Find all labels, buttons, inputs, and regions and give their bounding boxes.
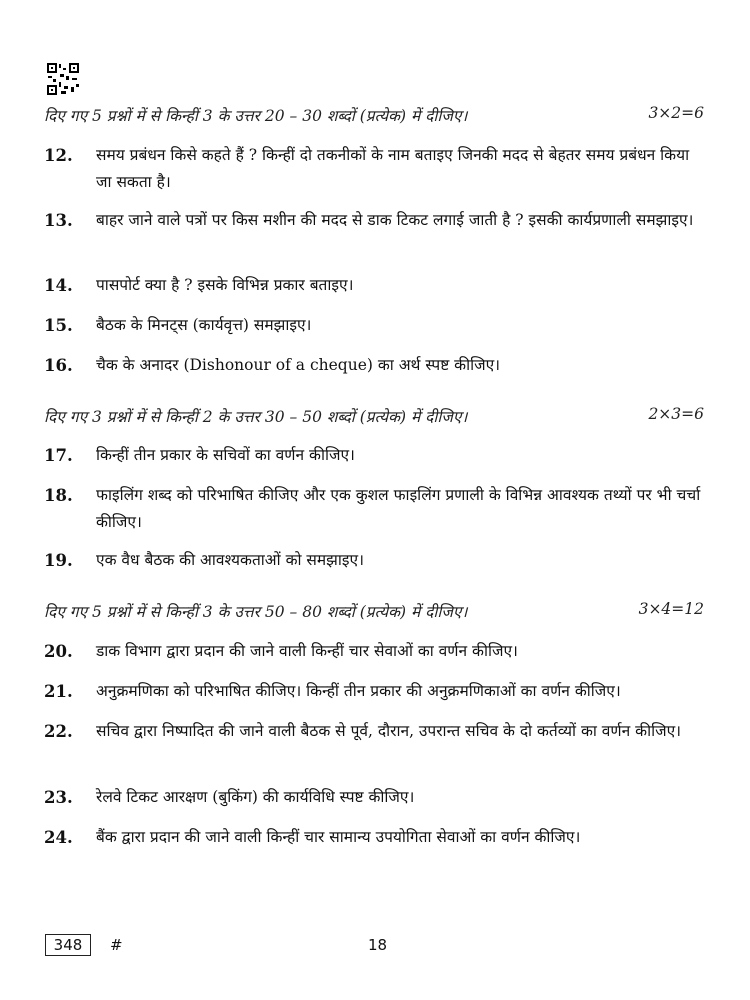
section-instruction-text: दिए गए 5 प्रश्नों में से किन्हीं 3 के उत्तर 50 – 80 शब्दों (प्रत्येक) में दीजिए। — [44, 603, 468, 621]
question-text: बैठक के मिनट्स (कार्यवृत्त) समझाइए। — [96, 316, 312, 334]
question-text: रेलवे टिकट आरक्षण (बुकिंग) की कार्यविधि स्पष्ट कीजिए। — [96, 788, 415, 806]
section-marks: 2×3=6 — [648, 405, 704, 423]
section-instruction — [44, 405, 704, 427]
question-text: पासपोर्ट क्या है ? इसके विभिन्न प्रकार बताइए। — [96, 276, 354, 294]
question-number: 17. — [44, 446, 73, 465]
question-number: 21. — [44, 682, 73, 701]
question-number: 24. — [44, 828, 73, 847]
question-text: अनुक्रमणिका को परिभाषित कीजिए। किन्हीं तीन प्रकार की अनुक्रमणिकाओं का वर्णन कीजिए। — [96, 682, 621, 700]
question-text: बाहर जाने वाले पत्रों पर किस मशीन की मदद से डाक टिकट लगाई जाती है ? इसकी कार्यप्रणाली समझाइए। — [96, 211, 694, 229]
section-instruction-text: दिए गए 3 प्रश्नों में से किन्हीं 2 के उत्तर 30 – 50 शब्दों (प्रत्येक) में दीजिए। — [44, 408, 468, 426]
question-number: 20. — [44, 642, 73, 661]
section-marks: 3×2=6 — [648, 104, 704, 122]
page-number: 18 — [368, 936, 388, 954]
question-number: 22. — [44, 722, 73, 741]
question-text: किन्हीं तीन प्रकार के सचिवों का वर्णन कीजिए। — [96, 446, 355, 464]
question-text: डाक विभाग द्वारा प्रदान की जाने वाली किन्हीं चार सेवाओं का वर्णन कीजिए। — [96, 642, 518, 660]
question-text: फाइलिंग शब्द को परिभाषित कीजिए और एक कुशल फाइलिंग प्रणाली के विभिन्न आवश्यक तथ्यों पर भी चर्चा कीजिए। — [96, 486, 701, 531]
question-text: समय प्रबंधन किसे कहते हैं ? किन्हीं दो तकनीकों के नाम बताइए जिनकी मदद से बेहतर समय प्रबंधन किया जा सकता है। — [96, 146, 690, 191]
question-number: 12. — [44, 146, 73, 165]
question-number: 14. — [44, 276, 73, 295]
section-instruction — [44, 600, 704, 622]
question-text: चैक के अनादर (Dishonour of a cheque) का अर्थ स्पष्ट कीजिए। — [96, 356, 501, 374]
section-instruction-text: दिए गए 5 प्रश्नों में से किन्हीं 3 के उत्तर 20 – 30 शब्दों (प्रत्येक) में दीजिए। — [44, 107, 468, 125]
qr-code-icon — [46, 62, 80, 96]
question-number: 16. — [44, 356, 73, 375]
question-number: 23. — [44, 788, 73, 807]
question-text: एक वैध बैठक की आवश्यकताओं को समझाइए। — [96, 551, 364, 569]
question-number: 15. — [44, 316, 73, 335]
footer-hash: # — [110, 936, 123, 954]
question-number: 13. — [44, 211, 73, 230]
paper-code-box: 348 — [45, 934, 91, 956]
question-text: बैंक द्वारा प्रदान की जाने वाली किन्हीं चार सामान्य उपयोगिता सेवाओं का वर्णन कीजिए। — [96, 828, 581, 846]
section-instruction — [44, 104, 704, 126]
question-number: 18. — [44, 486, 73, 505]
question-text: सचिव द्वारा निष्पादित की जाने वाली बैठक से पूर्व, दौरान, उपरान्त सचिव के दो कर्तव्यों का वर्णन कीजिए। — [96, 722, 682, 740]
question-number: 19. — [44, 551, 73, 570]
section-marks: 3×4=12 — [638, 600, 704, 618]
